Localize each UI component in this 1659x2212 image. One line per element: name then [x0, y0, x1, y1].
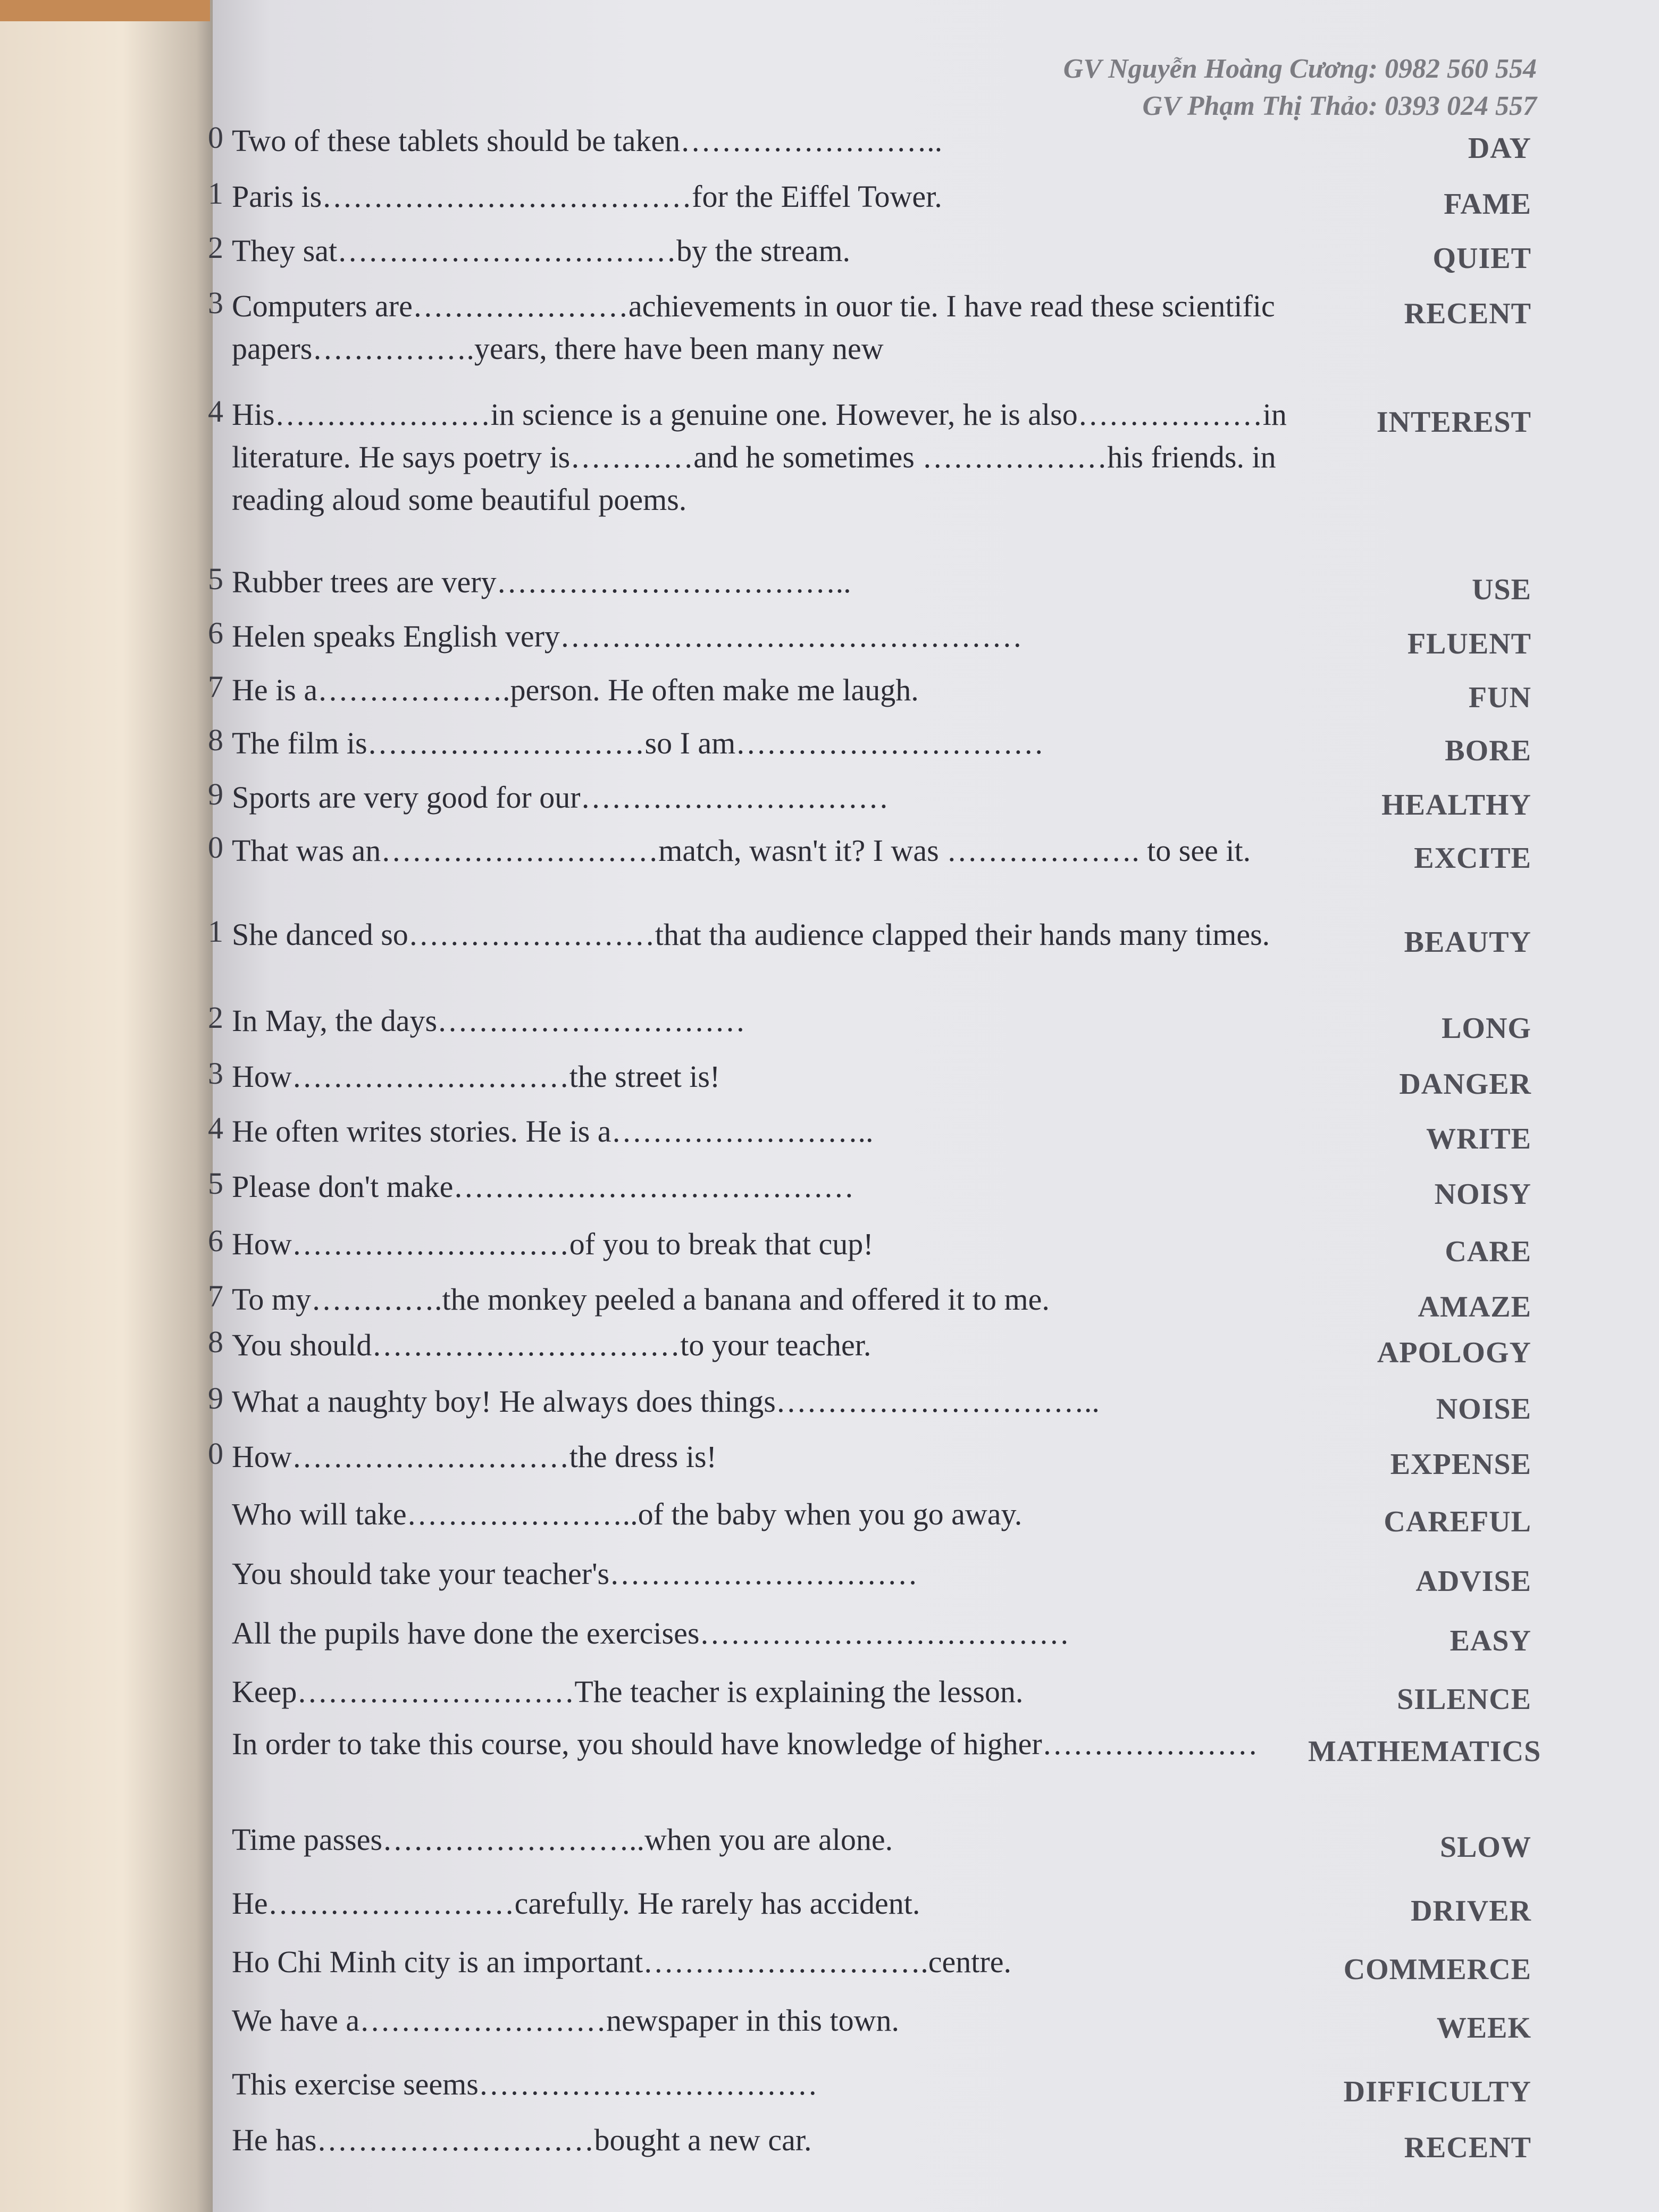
question-text: She danced so……………………that tha audience clapped their hands many times.	[232, 917, 1270, 952]
question-number: 0	[208, 120, 223, 155]
book-gutter	[0, 0, 223, 2212]
question-text: Time passes……………………..when you are alone.	[232, 1822, 893, 1857]
question-text: Who will take…………………..of the baby when you go away.	[232, 1497, 1023, 1531]
question-number: 0	[208, 830, 223, 865]
question-text: He……………………carefully. He rarely has accident.	[232, 1886, 920, 1921]
root-word: LONG	[1442, 1012, 1531, 1045]
gutter-color-tab	[0, 0, 210, 21]
teacher-contact-1: GV Nguyễn Hoàng Cương: 0982 560 554	[1063, 54, 1537, 84]
root-word: EXPENSE	[1390, 1448, 1531, 1481]
root-word: NOISE	[1436, 1393, 1531, 1426]
root-word: HEALTHY	[1381, 789, 1531, 822]
root-word: APOLOGY	[1377, 1336, 1531, 1369]
root-word: ADVISE	[1415, 1565, 1531, 1598]
question-number: 1	[208, 914, 223, 949]
question-text: Computers are…………………achievements in ouor tie. I have read these scientific papers…………….years, there have been many new	[232, 289, 1283, 366]
root-word: USE	[1472, 573, 1531, 606]
question-number: 8	[208, 1325, 223, 1359]
root-word: QUIET	[1432, 242, 1531, 275]
question-number: 7	[208, 669, 223, 704]
question-text: Rubber trees are very……………………………..	[232, 565, 851, 599]
question-number: 6	[208, 1224, 223, 1258]
question-text: Sports are very good for our…………………………	[232, 780, 889, 815]
question-text: In May, the days…………………………	[232, 1003, 746, 1038]
question-number: 4	[208, 1111, 223, 1145]
question-text: He is a……………….person. He often make me laugh.	[232, 673, 919, 707]
root-word: EXCITE	[1414, 842, 1531, 875]
question-number: 9	[208, 1381, 223, 1415]
question-text: You should…………………………to your teacher.	[232, 1328, 872, 1362]
worksheet-page	[208, 0, 1659, 2212]
question-text: Keep………………………The teacher is explaining the lesson.	[232, 1674, 1024, 1709]
question-text: This exercise seems……………………………	[232, 2067, 818, 2101]
question-text: That was an………………………match, wasn't it? I was ………………. to see it.	[232, 833, 1251, 868]
question-text: The film is………………………so I am…………………………	[232, 726, 1044, 760]
question-text: Paris is………………………………for the Eiffel Tower.	[232, 179, 942, 214]
root-word: FLUENT	[1407, 627, 1531, 660]
question-number: 2	[208, 230, 223, 265]
question-text: He often writes stories. He is a……………………..	[232, 1114, 874, 1149]
question-text: Ho Chi Minh city is an important……………………….centre.	[232, 1945, 1011, 1979]
root-word: SILENCE	[1397, 1683, 1531, 1716]
root-word: COMMERCE	[1343, 1953, 1531, 1986]
root-word: CAREFUL	[1384, 1505, 1531, 1538]
question-number: 1	[208, 176, 223, 211]
question-text: Two of these tablets should be taken……………………..	[232, 123, 943, 158]
question-number: 5	[208, 562, 223, 596]
question-number: 2	[208, 1000, 223, 1035]
question-text: His…………………in science is a genuine one. However, he is also………………in literature. He says poetry is…………and he sometimes ………………his friends. in reading aloud some beautiful poems.	[232, 397, 1295, 517]
question-text: To my………….the monkey peeled a banana and offered it to me.	[232, 1282, 1050, 1317]
teacher-header	[1063, 51, 1537, 125]
question-number: 6	[208, 616, 223, 650]
root-word: WRITE	[1426, 1122, 1531, 1155]
root-word: SLOW	[1439, 1831, 1531, 1864]
root-word: FAME	[1444, 188, 1531, 221]
question-text: They sat……………………………by the stream.	[232, 233, 851, 268]
question-number: 8	[208, 723, 223, 757]
root-word: CARE	[1445, 1235, 1531, 1268]
question-number: 5	[208, 1166, 223, 1201]
question-number: 3	[208, 1056, 223, 1091]
root-word: DANGER	[1399, 1068, 1531, 1101]
root-word: DIFFICULTY	[1343, 2075, 1531, 2108]
question-text: In order to take this course, you should have knowledge of higher…………………	[232, 1727, 1258, 1761]
root-word: INTEREST	[1376, 406, 1531, 439]
root-word: DRIVER	[1411, 1895, 1531, 1928]
root-word: EASY	[1449, 1624, 1531, 1657]
root-word: BORE	[1445, 734, 1531, 767]
root-word: RECENT	[1404, 297, 1531, 330]
question-number: 4	[208, 394, 223, 429]
question-text: How………………………the street is!	[232, 1059, 720, 1094]
root-word: FUN	[1468, 681, 1531, 714]
question-text: Please don't make…………………………………	[232, 1169, 854, 1204]
question-text: Helen speaks English very………………………………………	[232, 619, 1023, 653]
question-text: We have a……………………newspaper in this town.	[232, 2003, 899, 2038]
root-word: DAY	[1468, 132, 1531, 165]
root-word: NOISY	[1434, 1178, 1531, 1211]
question-number: 0	[208, 1436, 223, 1471]
root-word: MATHEMATICS	[1308, 1735, 1541, 1768]
question-text: All the pupils have done the exercises………………………………	[232, 1616, 1070, 1650]
root-word: WEEK	[1436, 2012, 1531, 2045]
question-text: How………………………of you to break that cup!	[232, 1227, 874, 1261]
question-number: 3	[208, 286, 223, 320]
question-text: What a naughty boy! He always does things…………………………..	[232, 1384, 1100, 1419]
question-text: You should take your teacher's…………………………	[232, 1556, 918, 1591]
question-text: He has………………………bought a new car.	[232, 2123, 812, 2157]
root-word: RECENT	[1404, 2131, 1531, 2164]
root-word: AMAZE	[1418, 1291, 1531, 1323]
teacher-contact-2: GV Phạm Thị Thảo: 0393 024 557	[1142, 91, 1537, 121]
question-text: How………………………the dress is!	[232, 1439, 717, 1474]
root-word: BEAUTY	[1404, 926, 1531, 959]
question-number: 9	[208, 777, 223, 811]
question-number: 7	[208, 1279, 223, 1313]
